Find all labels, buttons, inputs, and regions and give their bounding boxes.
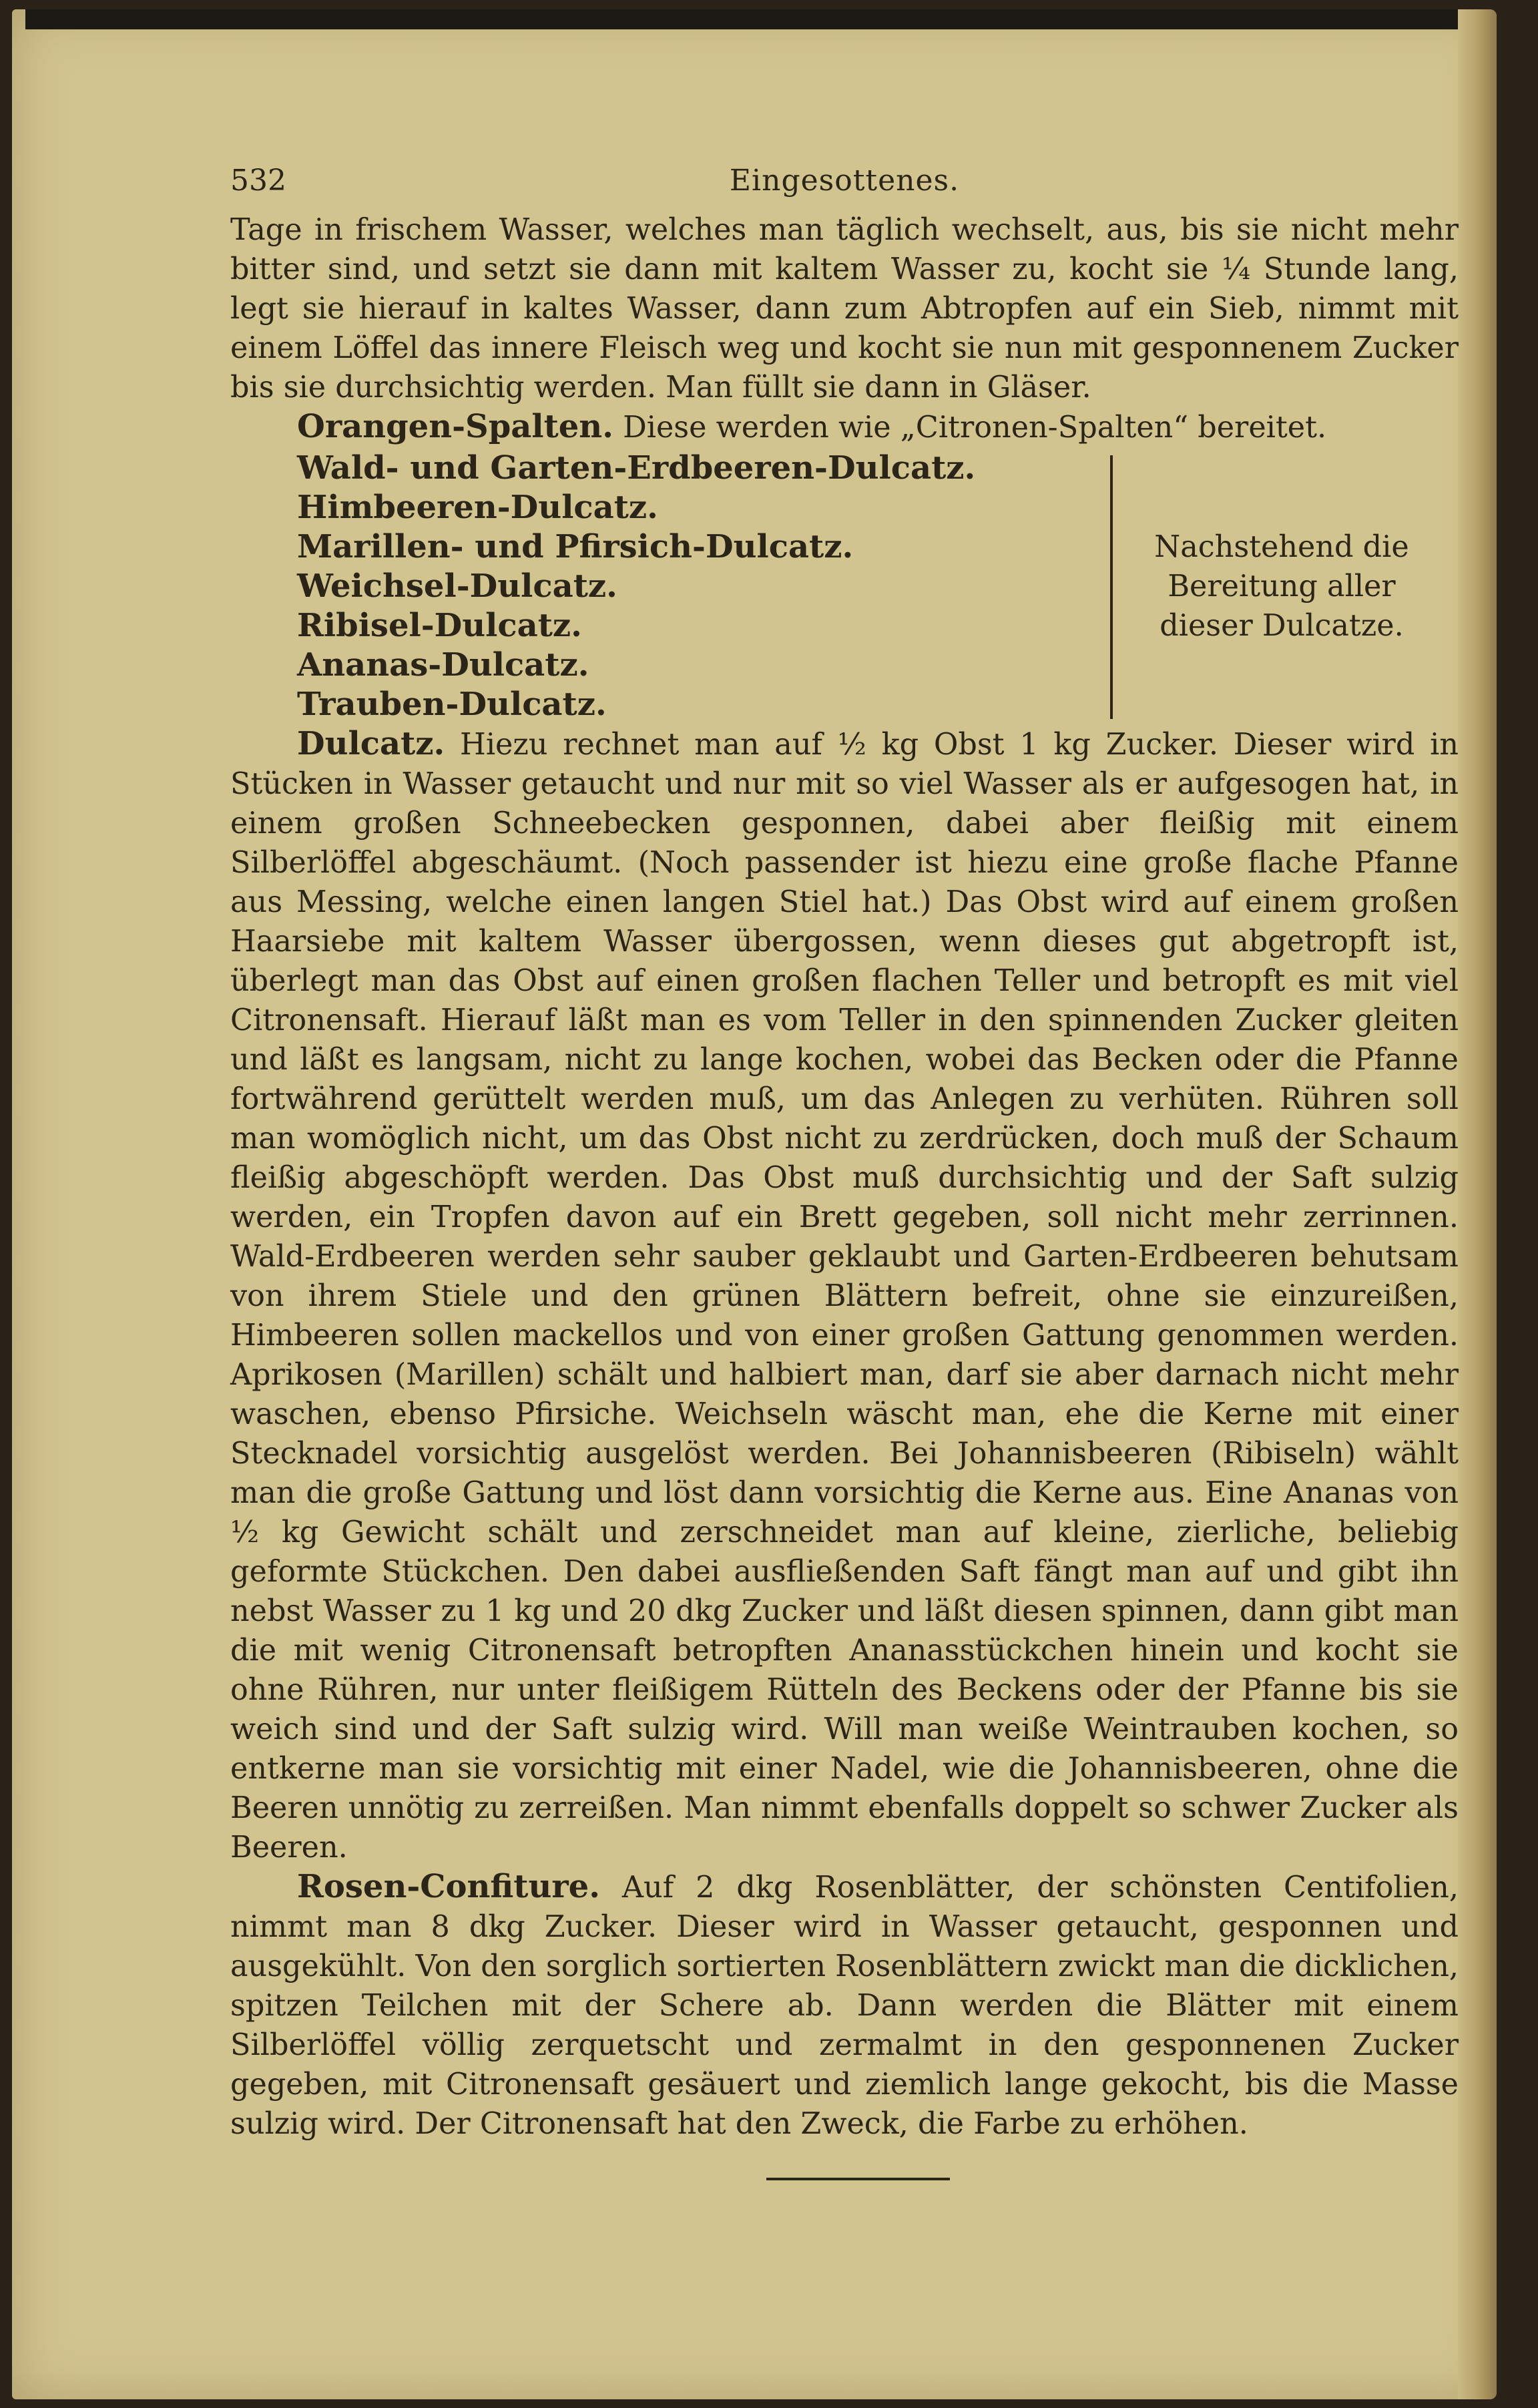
dulcatz-paragraph: [230, 724, 1459, 1867]
recipe-title: Ribisel-Dulcatz.: [297, 607, 582, 644]
recipe-title: Ananas-Dulcatz.: [297, 646, 589, 684]
dulcatz-text: Hiezu rechnet man auf ½ kg Obst 1 kg Zucker. Dieser wird in Stücken in Wasser getaucht und nur mit so viel Wasser als er aufgesogen hat, in einem großen Schneebecken gesponnen, dabei aber fleißig mit einem Silberlöffel abgeschäumt. (Noch passender ist hiezu eine große flache Pfanne aus Messing, welche einen langen Stiel hat.) Das Obst wird auf einem großen Haarsiebe mit kaltem Wasser übergossen, wenn dieses gut abgetropft ist, überlegt man das Obst auf einen großen flachen Teller und betropft es mit viel Citronensaft. Hierauf läßt man es vom Teller in den spinnenden Zucker gleiten und läßt es langsam, nicht zu lange kochen, wobei das Becken oder die Pfanne fortwährend gerüttelt werden muß, um das Anlegen zu verhüten. Rühren soll man womöglich nicht, um das Obst nicht zu zerdrücken, doch muß der Schaum fleißig abgeschöpft werden. Das Obst muß durchsichtig und der Saft sulzig werden, ein Tropfen davon auf ein Brett gegeben, soll nicht mehr zerrinnen. Wald-Erdbeeren werden sehr sauber geklaubt und Garten-Erdbeeren behutsam von ihrem Stiele und den grünen Blättern befreit, ohne sie einzureißen, Himbeeren sollen mackellos und von einer großen Gattung genommen werden. Aprikosen (Marillen) schält und halbiert man, darf sie aber darnach nicht mehr waschen, ebenso Pfirsiche. Weichseln wäscht man, ehe die Kerne mit einer Stecknadel vorsichtig ausgelöst werden. Bei Johannisbeeren (Ribiseln) wählt man die große Gattung und löst dann vorsichtig die Kerne aus. Eine Ananas von ½ kg Gewicht schält und zerschneidet man auf kleine, zierliche, beliebig geformte Stückchen. Den dabei ausfließenden Saft fängt man auf und gibt ihn nebst Wasser zu 1 kg und 20 dkg Zucker und läßt diesen spinnen, dann gibt man die mit wenig Citronensaft betropften Ananasstückchen hinein und kocht sie ohne Rühren, nur unter fleißigem Rütteln des Beckens oder der Pfanne bis sie weich sind und der Saft sulzig wird. Will man weiße Weintrauben kochen, so entkerne man sie vorsichtig mit einer Nadel, wie die Johannisbeeren, ohne die Beeren unnötig zu zerreißen. Man nimmt ebenfalls doppelt so schwer Zucker als Beeren.: [230, 728, 1459, 1865]
recipe-title: Marillen- und Pfirsich-Dulcatz.: [297, 528, 854, 565]
page-number: 532: [230, 164, 286, 198]
top-edge-shadow: [25, 9, 1461, 29]
orangen-text: Diese werden wie „Citronen-Spalten“ bereitet.: [623, 411, 1327, 445]
dulcatz-recipe-list: [230, 449, 1459, 724]
dulcatz-heading: Dulcatz.: [297, 725, 445, 762]
recipe-title-list: [297, 449, 975, 724]
orangen-heading: Orangen-Spalten.: [297, 408, 613, 445]
recipe-title: Wald- und Garten-Erdbeeren-Dulcatz.: [297, 449, 976, 487]
page-spine-edge: [1458, 9, 1497, 2399]
orangen-paragraph: [230, 407, 1459, 447]
page-body: [230, 210, 1459, 2144]
rosen-text: Auf 2 dkg Rosenblätter, der schönsten Centifolien, nimmt man 8 dkg Zucker. Dieser wird in Wasser getaucht, gesponnen und ausgekühlt. Von den sorglich sortierten Rosenblättern zwickt man die dicklichen, spitzen Teilchen mit der Schere ab. Dann werden die Blätter mit einem Silberlöffel völlig zerquetscht und zermalmt in den gesponnenen Zucker gegeben, mit Citronensaft gesäuert und ziemlich lange gekocht, bis die Masse sulzig wird. Der Citronensaft hat den Zweck, die Farbe zu erhöhen.: [230, 1871, 1459, 2141]
intro-paragraph: Tage in frischem Wasser, welches man täglich wechselt, aus, bis sie nicht mehr bitter sind, und setzt sie dann mit kaltem Wasser zu, kocht sie ¼ Stunde lang, legt sie hierauf in kaltes Wasser, dann zum Abtropfen auf ein Sieb, nimmt mit einem Löffel das innere Fleisch weg und kocht sie nun mit gesponnenem Zucker bis sie durchsichtig werden. Man füllt sie dann in Gläser.: [230, 213, 1459, 405]
rosen-paragraph: [230, 1867, 1459, 2144]
page-header: [230, 150, 1459, 210]
recipe-title: Weichsel-Dulcatz.: [297, 567, 617, 605]
recipe-title: Trauben-Dulcatz.: [297, 686, 607, 723]
end-divider-rule: [766, 2178, 950, 2180]
recipe-title: Himbeeren-Dulcatz.: [297, 489, 658, 526]
bracket-note: Nachstehend die Bereitung aller dieser Dulcatze.: [1154, 530, 1409, 643]
running-title: Eingesottenes.: [729, 164, 960, 198]
curly-bracket: [1098, 455, 1113, 719]
page-content: [230, 150, 1459, 2144]
rosen-heading: Rosen-Confiture.: [297, 1868, 600, 1905]
